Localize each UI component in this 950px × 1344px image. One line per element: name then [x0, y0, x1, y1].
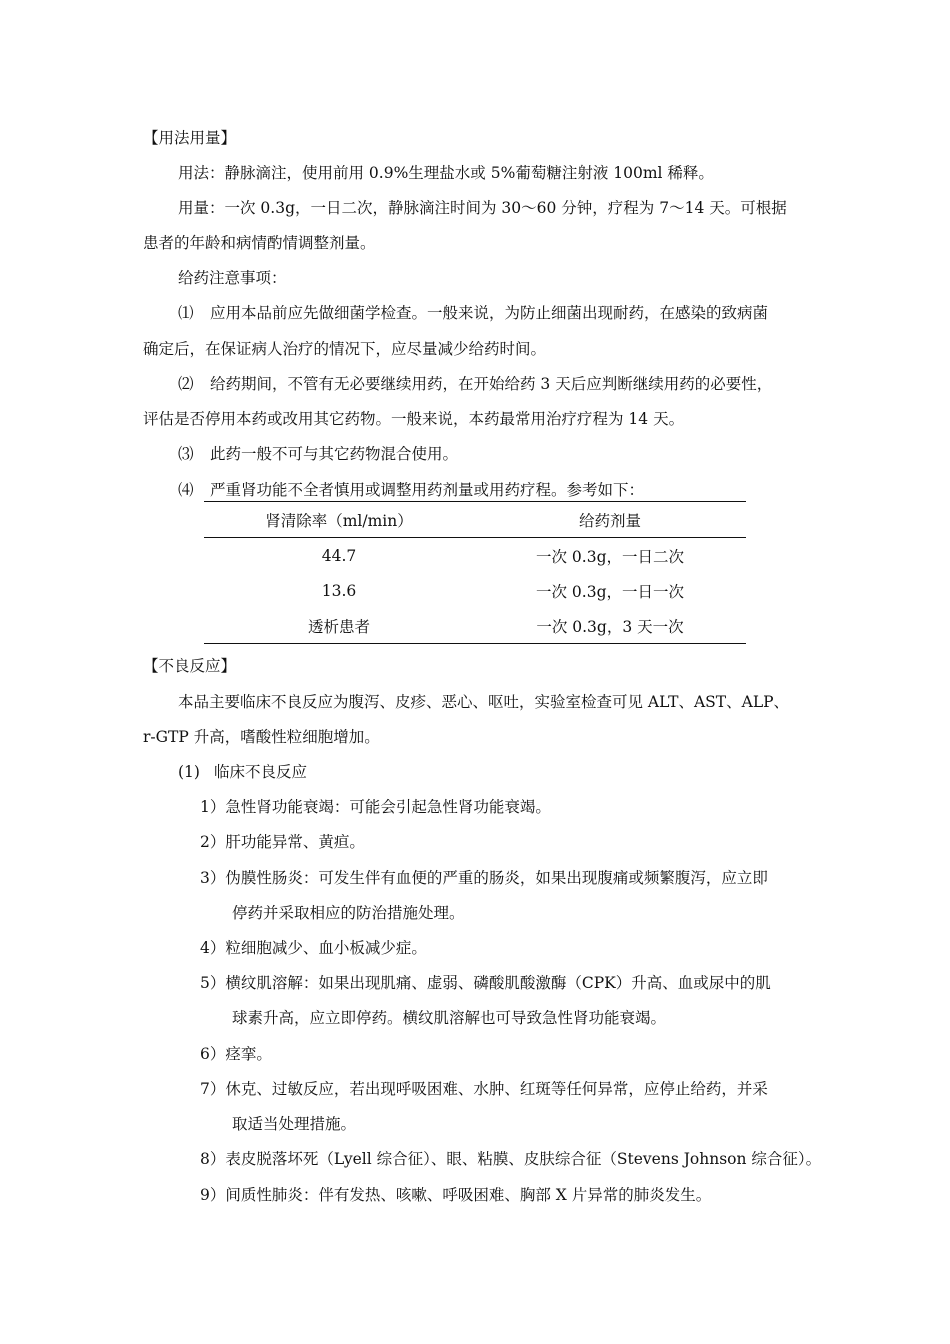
note-text-cont: 确定后，在保证病人治疗的情况下，应尽量减少给药时间。 — [143, 340, 547, 358]
usage-heading: 【用法用量】 — [143, 129, 237, 147]
usage-method: 用法：静脉滴注，使用前用 0.9%生理盐水或 5%葡萄糖注射液 100ml 稀释。 — [178, 164, 714, 182]
adverse-heading: 【不良反应】 — [143, 657, 237, 675]
table-cell: 44.7 — [321, 546, 357, 565]
list-item: 6）痉挛。 — [200, 1045, 272, 1063]
list-item: 5）横纹肌溶解：如果出现肌痛、虚弱、磷酸肌酸激酶（CPK）升高、血或尿中的肌 — [200, 974, 771, 992]
table-cell: 13.6 — [321, 581, 357, 600]
table-header-clearance: 肾清除率（ml/min） — [265, 511, 413, 530]
table-cell: 透析患者 — [307, 617, 370, 636]
table-row — [204, 538, 746, 574]
table-header-dose: 给药剂量 — [578, 511, 641, 530]
list-item: 8）表皮脱落坏死（Lyell 综合征）、眼、粘膜、皮肤综合征（Stevens Johnson 综合征）。 — [200, 1150, 822, 1168]
renal-dose-table — [204, 501, 746, 644]
list-item-cont: 球素升高，应立即停药。横纹肌溶解也可导致急性肾功能衰竭。 — [232, 1009, 667, 1027]
note-number: ⑷ — [178, 481, 194, 499]
section-title: 临床不良反应 — [214, 763, 308, 781]
note-number: ⑴ — [178, 304, 194, 322]
note-text: 此药一般不可与其它药物混合使用。 — [210, 445, 459, 463]
table-cell: 一次 0.3g，一日二次 — [536, 547, 684, 566]
table-cell: 一次 0.3g，一日一次 — [536, 582, 684, 601]
list-item: 7）休克、过敏反应，若出现呼吸困难、水肿、红斑等任何异常，应停止给药，并采 — [200, 1080, 768, 1098]
list-item: 4）粒细胞减少、血小板减少症。 — [200, 939, 427, 957]
note-text: 给药期间，不管有无必要继续用药，在开始给药 3 天后应判断继续用药的必要性， — [210, 375, 773, 393]
list-item: 1）急性肾功能衰竭：可能会引起急性肾功能衰竭。 — [200, 798, 551, 816]
list-item: 9）间质性肺炎：伴有发热、咳嗽、呼吸困难、胸部 X 片异常的肺炎发生。 — [200, 1186, 712, 1204]
list-item: 3）伪膜性肠炎：可发生伴有血便的严重的肠炎，如果出现腹痛或频繁腹泻，应立即 — [200, 869, 768, 887]
note-number: ⑵ — [178, 375, 194, 393]
list-item-cont: 停药并采取相应的防治措施处理。 — [232, 904, 465, 922]
list-item-cont: 取适当处理措施。 — [232, 1115, 357, 1133]
table-row — [204, 573, 746, 608]
section-number: (1) — [178, 763, 200, 781]
note-number: ⑶ — [178, 445, 194, 463]
note-text: 应用本品前应先做细菌学检查。一般来说，为防止细菌出现耐药，在感染的致病菌 — [210, 304, 769, 322]
table-row — [204, 608, 746, 644]
usage-dose-line1: 用量：一次 0.3g，一日二次，静脉滴注时间为 30～60 分钟，疗程为 7～14 天。可根据 — [178, 199, 787, 217]
usage-dose-line2: 患者的年龄和病情酌情调整剂量。 — [143, 234, 376, 252]
list-item: 2）肝功能异常、黄疸。 — [200, 833, 365, 851]
table-header-row — [204, 502, 746, 538]
adverse-intro-line2: r-GTP 升高，嗜酸性粒细胞增加。 — [143, 728, 380, 746]
note-text-cont: 评估是否停用本药或改用其它药物。一般来说，本药最常用治疗疗程为 14 天。 — [143, 410, 685, 428]
adverse-intro-line1: 本品主要临床不良反应为腹泻、皮疹、恶心、呕吐，实验室检查可见 ALT、AST、ALP、 — [178, 693, 790, 711]
table-cell: 一次 0.3g，3 天一次 — [536, 617, 684, 636]
notes-title: 给药注意事项： — [178, 269, 287, 287]
note-text: 严重肾功能不全者慎用或调整用药剂量或用药疗程。参考如下： — [210, 481, 645, 499]
